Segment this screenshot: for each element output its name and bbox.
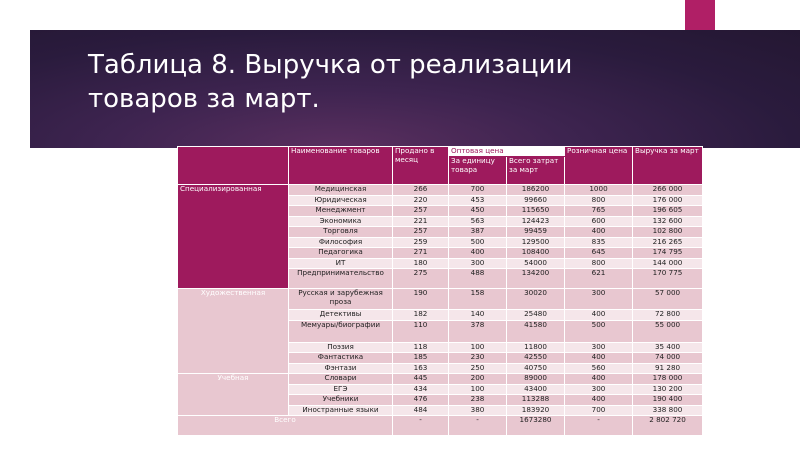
category-cell: Художественная <box>178 289 289 374</box>
total-cost-cell: 134200 <box>507 269 565 289</box>
unit-price-cell: 453 <box>449 195 507 206</box>
name-cell: Менеджмент <box>289 206 393 217</box>
unit-price-cell: 300 <box>449 258 507 269</box>
sold-cell: 110 <box>393 320 449 342</box>
total-retail: - <box>565 416 633 436</box>
name-cell: Экономика <box>289 216 393 227</box>
sold-cell: 271 <box>393 248 449 259</box>
unit-price-cell: 450 <box>449 206 507 217</box>
total-cost: 1673280 <box>507 416 565 436</box>
sold-cell: 259 <box>393 237 449 248</box>
sold-cell: 118 <box>393 342 449 353</box>
total-cost-cell: 40750 <box>507 363 565 374</box>
revenue-cell: 132 600 <box>633 216 703 227</box>
total-cost-cell: 99459 <box>507 227 565 238</box>
sold-cell: 180 <box>393 258 449 269</box>
sold-cell: 163 <box>393 363 449 374</box>
name-cell: Детективы <box>289 310 393 321</box>
sold-cell: 266 <box>393 185 449 196</box>
name-cell: ЕГЭ <box>289 384 393 395</box>
sold-cell: 257 <box>393 206 449 217</box>
revenue-cell: 338 800 <box>633 405 703 416</box>
header-total-cost: Всего затрат за март <box>507 157 565 185</box>
unit-price-cell: 400 <box>449 248 507 259</box>
slide-title-line-1: Таблица 8. Выручка от реализации <box>88 50 573 80</box>
sold-cell: 275 <box>393 269 449 289</box>
table-row <box>178 185 703 196</box>
name-cell: Учебники <box>289 395 393 406</box>
unit-price-cell: 238 <box>449 395 507 406</box>
sold-cell: 445 <box>393 374 449 385</box>
unit-price-cell: 200 <box>449 374 507 385</box>
total-cost-cell: 41580 <box>507 320 565 342</box>
revenue-table <box>177 146 703 436</box>
table-row <box>178 374 703 385</box>
name-cell: Фэнтази <box>289 363 393 374</box>
total-cost-cell: 54000 <box>507 258 565 269</box>
name-cell: Поэзия <box>289 342 393 353</box>
retail-price-cell: 400 <box>565 310 633 321</box>
header-wholesale: Оптовая цена <box>449 147 565 157</box>
revenue-cell: 102 800 <box>633 227 703 238</box>
retail-price-cell: 600 <box>565 216 633 227</box>
total-cost-cell: 183920 <box>507 405 565 416</box>
total-revenue: 2 802 720 <box>633 416 703 436</box>
sold-cell: 484 <box>393 405 449 416</box>
retail-price-cell: 300 <box>565 384 633 395</box>
accent-block <box>685 0 715 30</box>
revenue-cell: 266 000 <box>633 185 703 196</box>
revenue-cell: 216 265 <box>633 237 703 248</box>
retail-price-cell: 621 <box>565 269 633 289</box>
retail-price-cell: 765 <box>565 206 633 217</box>
retail-price-cell: 400 <box>565 353 633 364</box>
revenue-cell: 144 000 <box>633 258 703 269</box>
category-cell: Специализированная <box>178 185 289 289</box>
revenue-cell: 190 400 <box>633 395 703 406</box>
name-cell: Философия <box>289 237 393 248</box>
retail-price-cell: 300 <box>565 289 633 310</box>
total-cost-cell: 30020 <box>507 289 565 310</box>
name-cell: Педагогика <box>289 248 393 259</box>
total-cost-cell: 124423 <box>507 216 565 227</box>
revenue-cell: 178 000 <box>633 374 703 385</box>
sold-cell: 182 <box>393 310 449 321</box>
revenue-cell: 130 200 <box>633 384 703 395</box>
name-cell: Юридическая <box>289 195 393 206</box>
unit-price-cell: 378 <box>449 320 507 342</box>
header-category <box>178 147 289 185</box>
header-retail: Розничная цена <box>565 147 633 185</box>
slide-title <box>88 48 688 116</box>
header-revenue: Выручка за март <box>633 147 703 185</box>
revenue-cell: 74 000 <box>633 353 703 364</box>
retail-price-cell: 1000 <box>565 185 633 196</box>
category-cell: Учебная <box>178 374 289 416</box>
retail-price-cell: 400 <box>565 227 633 238</box>
revenue-cell: 176 000 <box>633 195 703 206</box>
unit-price-cell: 488 <box>449 269 507 289</box>
retail-price-cell: 700 <box>565 405 633 416</box>
unit-price-cell: 230 <box>449 353 507 364</box>
sold-cell: 221 <box>393 216 449 227</box>
sold-cell: 220 <box>393 195 449 206</box>
total-cost-cell: 129500 <box>507 237 565 248</box>
sold-cell: 257 <box>393 227 449 238</box>
unit-price-cell: 700 <box>449 185 507 196</box>
name-cell: Фантастика <box>289 353 393 364</box>
total-cost-cell: 11800 <box>507 342 565 353</box>
retail-price-cell: 300 <box>565 342 633 353</box>
slide-title-line-2: товаров за март. <box>88 84 320 114</box>
sold-cell: 185 <box>393 353 449 364</box>
total-cost-cell: 186200 <box>507 185 565 196</box>
sold-cell: 476 <box>393 395 449 406</box>
retail-price-cell: 645 <box>565 248 633 259</box>
total-cost-cell: 89000 <box>507 374 565 385</box>
name-cell: Торговля <box>289 227 393 238</box>
unit-price-cell: 250 <box>449 363 507 374</box>
unit-price-cell: 387 <box>449 227 507 238</box>
retail-price-cell: 800 <box>565 195 633 206</box>
total-cost-cell: 25480 <box>507 310 565 321</box>
name-cell: Медицинская <box>289 185 393 196</box>
total-label: Всего <box>178 416 393 436</box>
total-cost-cell: 108400 <box>507 248 565 259</box>
unit-price-cell: 380 <box>449 405 507 416</box>
total-cost-cell: 115650 <box>507 206 565 217</box>
name-cell: Мемуары/биографии <box>289 320 393 342</box>
retail-price-cell: 400 <box>565 374 633 385</box>
name-cell: Иностранные языки <box>289 405 393 416</box>
revenue-cell: 196 605 <box>633 206 703 217</box>
unit-price-cell: 100 <box>449 342 507 353</box>
unit-price-cell: 158 <box>449 289 507 310</box>
name-cell: Предпринимательство <box>289 269 393 289</box>
total-row <box>178 416 703 436</box>
header-per-unit: За единицу товара <box>449 157 507 185</box>
header-name: Наименование товаров <box>289 147 393 185</box>
unit-price-cell: 100 <box>449 384 507 395</box>
total-sold: - <box>393 416 449 436</box>
revenue-cell: 170 775 <box>633 269 703 289</box>
total-cost-cell: 43400 <box>507 384 565 395</box>
retail-price-cell: 835 <box>565 237 633 248</box>
revenue-cell: 57 000 <box>633 289 703 310</box>
revenue-cell: 91 280 <box>633 363 703 374</box>
sold-cell: 190 <box>393 289 449 310</box>
name-cell: Словари <box>289 374 393 385</box>
revenue-cell: 72 800 <box>633 310 703 321</box>
total-cost-cell: 113288 <box>507 395 565 406</box>
header-sold: Продано в месяц <box>393 147 449 185</box>
unit-price-cell: 563 <box>449 216 507 227</box>
revenue-cell: 35 400 <box>633 342 703 353</box>
name-cell: ИТ <box>289 258 393 269</box>
revenue-cell: 55 000 <box>633 320 703 342</box>
revenue-cell: 174 795 <box>633 248 703 259</box>
table-row <box>178 289 703 310</box>
total-unit: - <box>449 416 507 436</box>
total-cost-cell: 42550 <box>507 353 565 364</box>
total-cost-cell: 99660 <box>507 195 565 206</box>
name-cell: Русская и зарубежная проза <box>289 289 393 310</box>
retail-price-cell: 400 <box>565 395 633 406</box>
accent-gap <box>715 0 800 30</box>
sold-cell: 434 <box>393 384 449 395</box>
retail-price-cell: 560 <box>565 363 633 374</box>
retail-price-cell: 800 <box>565 258 633 269</box>
retail-price-cell: 500 <box>565 320 633 342</box>
unit-price-cell: 500 <box>449 237 507 248</box>
unit-price-cell: 140 <box>449 310 507 321</box>
